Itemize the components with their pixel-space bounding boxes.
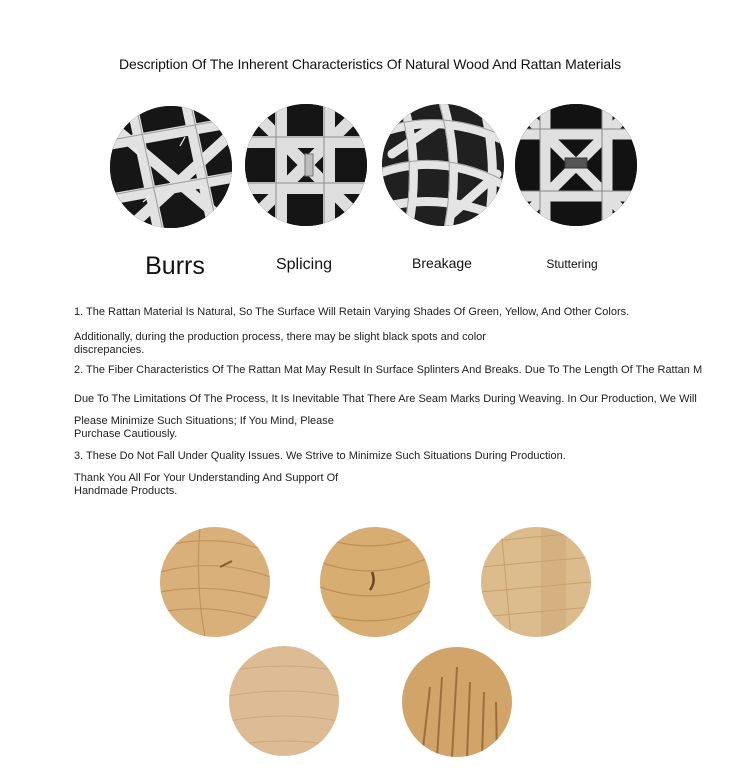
wood-grain-sample-2-icon — [320, 527, 430, 637]
wood-sample-2 — [320, 527, 430, 637]
note-1-detail: Additionally, during the production process, there may be slight black spots and color discrepancies. — [74, 331, 486, 356]
defect-label-breakage: Breakage — [412, 255, 472, 271]
note-3: 3. These Do Not Fall Under Quality Issues. We Strive to Minimize Such Situations During Production. — [74, 450, 566, 462]
note-2-caution: Please Minimize Such Situations; If You Mind, Please Purchase Cautiously. — [74, 415, 334, 440]
page-title: Description Of The Inherent Characteristics Of Natural Wood And Rattan Materials — [119, 56, 621, 72]
rattan-splicing-image — [245, 104, 367, 226]
wood-sample-1 — [160, 527, 270, 637]
note-3-thanks: Thank You All For Your Understanding And Support Of Handmade Products. — [74, 472, 339, 497]
defect-label-stuttering: Stuttering — [546, 257, 598, 271]
note-2: 2. The Fiber Characteristics Of The Rattan Mat May Result In Surface Splinters And Breaks. Due To The Length Of The Rattan M — [74, 364, 703, 376]
wood-grain-sample-1-icon — [160, 527, 270, 637]
rattan-breakage-image — [382, 104, 504, 226]
defect-label-burrs: Burrs — [145, 252, 205, 280]
wood-sample-4 — [229, 646, 339, 756]
wood-grain-sample-5-icon — [402, 647, 512, 757]
rattan-burrs-image — [110, 106, 232, 228]
rattan-weave-stuttering-icon — [515, 104, 637, 226]
rattan-weave-burrs-icon — [110, 106, 232, 228]
wood-grain-sample-3-icon — [481, 527, 591, 637]
wood-grain-sample-4-icon — [229, 646, 339, 756]
rattan-weave-splicing-icon — [245, 104, 367, 226]
wood-sample-5 — [402, 647, 512, 757]
wood-sample-3 — [481, 527, 591, 637]
rattan-stuttering-image — [515, 104, 637, 226]
defect-label-splicing: Splicing — [275, 256, 333, 273]
note-1: 1. The Rattan Material Is Natural, So The Surface Will Retain Varying Shades Of Green, Yellow, And Other Colors. — [74, 306, 630, 318]
note-2-detail: Due To The Limitations Of The Process, It Is Inevitable That There Are Seam Marks During Weaving. In Our Production, We Will — [74, 393, 697, 405]
rattan-weave-breakage-icon — [382, 104, 504, 226]
